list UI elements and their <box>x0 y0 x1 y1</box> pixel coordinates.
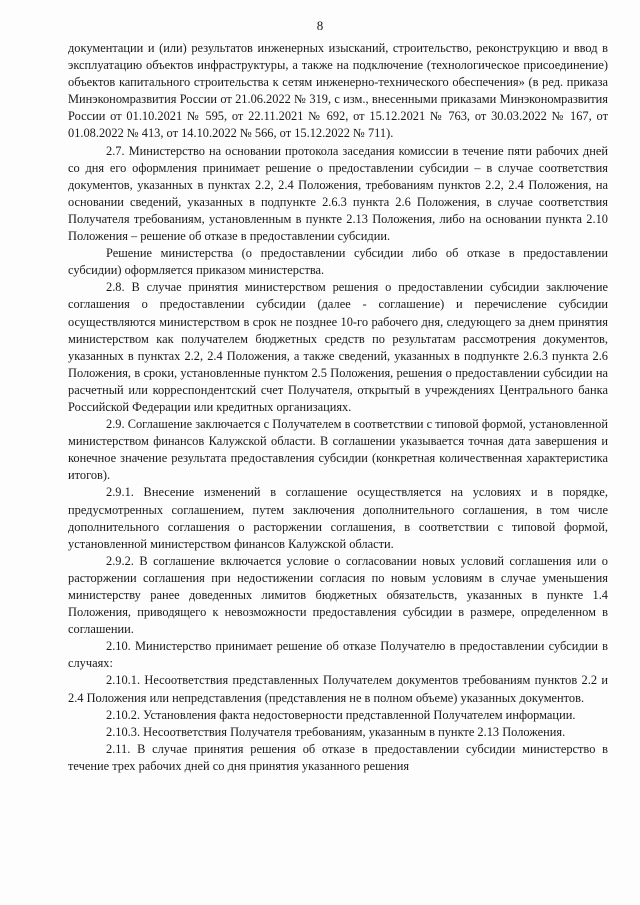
paragraph-2-9: 2.9. Соглашение заключается с Получателем в соответствии с типовой формой, установленной министерством финансов Калужской области. В соглашении указывается точная дата завершения и конечное значение результата предоставления субсидии (конкретная количественная характеристика итогов). <box>68 417 608 483</box>
paragraph-2-11: 2.11. В случае принятия решения об отказе в предоставлении субсидии министерство в течение трех рабочих дней со дня принятия указанного решения <box>68 741 608 773</box>
paragraph-2-10-2: 2.10.2. Установления факта недостоверности представленной Получателем информации. <box>106 707 576 722</box>
page-number: 8 <box>316 18 324 33</box>
paragraph-2-10: 2.10. Министерство принимает решение об отказе Получателю в предоставлении субсидии в случаях: <box>68 639 608 671</box>
paragraph-2-10-3: 2.10.3. Несоответствия Получателя требованиям, указанным в пункте 2.13 Положения. <box>106 724 566 739</box>
paragraph-2-10-1: 2.10.1. Несоответствия представленных Получателем документов требованиям пунктов 2.2 и 2.4 Положения или непредставления (представления не в полном объеме) указанных документов. <box>68 673 608 705</box>
paragraph-2-9-2: 2.9.2. В соглашение включается условие о согласовании новых условий соглашения или о расторжении соглашения при недостижении согласия по новым условиям в случае уменьшения министерству ранее доведенных лимитов бюджетных обязательств, указанных в пункте 1.4 Положения, приводящего к невозможности предоставления субсидии в размере, определенном в соглашении. <box>68 553 608 637</box>
paragraph-2-8: 2.8. В случае принятия министерством решения о предоставлении субсидии заключение соглашения о предоставлении субсидии (далее - соглашение) и перечисление субсидии осуществляются министерством в срок не позднее 10-го рабочего дня, следующего за днем принятия министерством как получателем бюджетных средств по результатам рассмотрения документов, указанных в пунктах 2.2, 2.4 Положения, а также сведений, указанных в подпункте 2.6.3 пункта 2.6 Положения, в сроки, установленные пунктом 2.5 Положения, решения о предоставлении субсидии на расчетный или корреспондентский счет Получателя, открытый в учреждениях Центрального банка Российской Федерации или кредитных организациях. <box>68 280 608 414</box>
paragraph-decision-order: Решение министерства (о предоставлении субсидии либо об отказе в предоставлении субсидии) оформляется приказом министерства. <box>68 246 608 278</box>
paragraph-2-9-1: 2.9.1. Внесение изменений в соглашение осуществляется на условиях и в порядке, предусмотренных соглашением, путем заключения дополнительного соглашения, в том числе дополнительного соглашения о расторжении соглашения, в соответствии с типовой формой, установленной министерством финансов Калужской области. <box>68 485 608 551</box>
paragraph-continuation: документации и (или) результатов инженерных изысканий, строительство, реконструкцию и ввод в эксплуатацию объектов инфраструктуры, а также на подключение (технологическое присоединение) объектов капитального строительства к сетям инженерно-технического обеспечения» (в ред. приказа Минэкономразвития России от 21.06.2022 № 319, с изм., внесенными приказами Минэкономразвития России от 01.10.2021 № 595, от 22.11.2021 № 692, от 15.12.2021 № 763, от 30.03.2022 № 167, от 01.08.2022 № 413, от 14.10.2022 № 566, от 15.12.2022 № 711). <box>68 41 608 141</box>
document-body <box>68 40 608 775</box>
paragraph-2-7: 2.7. Министерство на основании протокола заседания комиссии в течение пяти рабочих дней со дня его оформления принимает решение о предоставлении субсидии – в случае соответствия документов, указанных в пунктах 2.2, 2.4 Положения, требованиям пунктов 2.2, 2.4 Положения, на основании сведений, указанных в подпункте 2.6.3 пункта 2.6 Положения, в случае соответствия Получателя требованиям, установленным в пункте 2.13 Положения, либо на основании пункта 2.10 Положения – решение об отказе в предоставлении субсидии. <box>68 143 608 244</box>
